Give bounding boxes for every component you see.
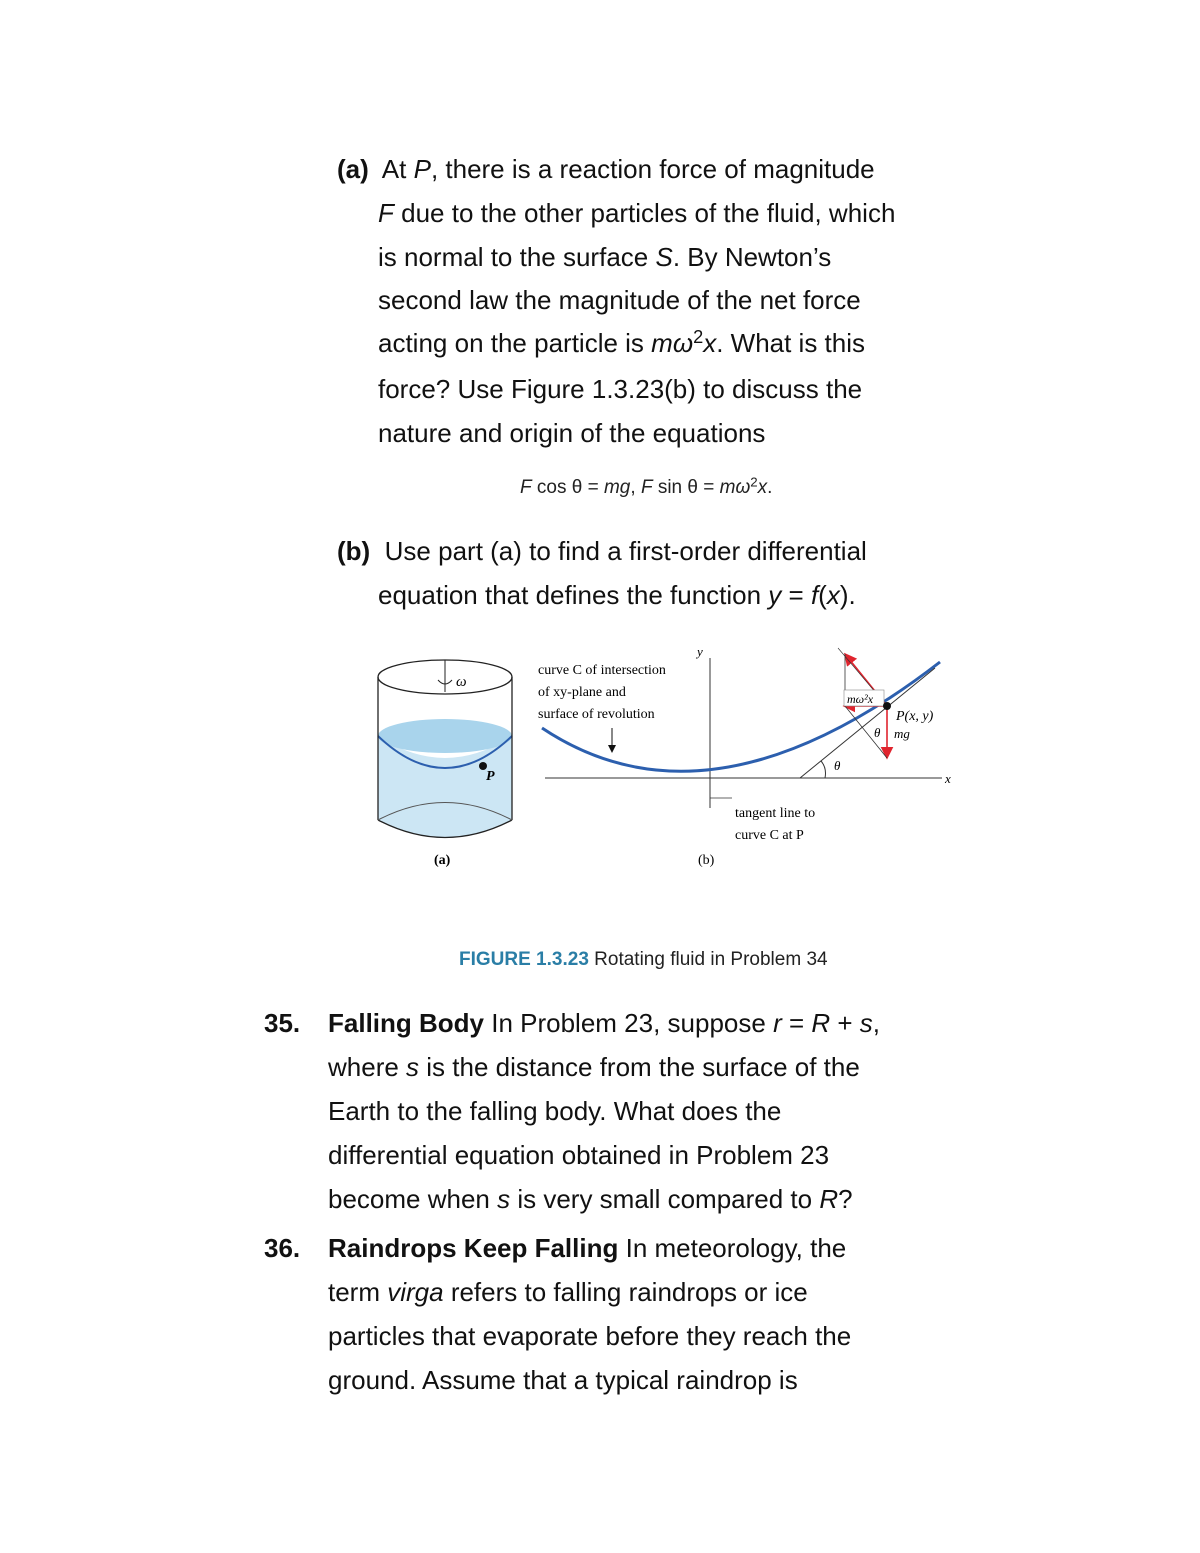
part-b-line-2: equation that defines the function y = f(x). — [378, 580, 856, 610]
point-Pxy-label: P(x, y) — [896, 709, 934, 724]
problem-35-line-1: 35. Falling Body In Problem 23, suppose r = R + s, — [264, 1008, 881, 1038]
problem-35-number: 35. — [264, 1008, 301, 1038]
problem-35-line-3: Earth to the falling body. What does the — [328, 1096, 782, 1126]
omega-label: ω — [456, 674, 467, 690]
cylinder-diagram — [378, 660, 512, 868]
figure-rotating-fluid — [360, 640, 970, 880]
figure-caption — [459, 948, 828, 972]
point-P-label-a: P — [486, 769, 495, 784]
problem-36-line-4: ground. Assume that a typical raindrop is — [328, 1365, 798, 1395]
problem-36-line-3: particles that evaporate before they reach the — [328, 1321, 852, 1351]
part-a-line-5: acting on the particle is $m\omega^2x$. What is this — [378, 326, 866, 358]
problem-36-line-1: 36. Raindrops Keep Falling In meteorology, the — [264, 1233, 847, 1263]
mw2x-label: mω²x — [847, 692, 874, 706]
theta-label-force: θ — [874, 725, 881, 740]
mg-label: mg — [894, 726, 910, 741]
curve-C-label-2: of xy-plane and — [538, 685, 626, 700]
tangent-label-1: tangent line to — [735, 806, 816, 821]
x-axis-label: x — [945, 771, 951, 786]
part-a-line-1: (a) At P, there is a reaction force of magnitude — [337, 154, 875, 184]
curve-C-label-3: surface of revolution — [538, 707, 655, 722]
part-a-line-4: second law the magnitude of the net force — [378, 285, 861, 315]
problem-35-line-4: differential equation obtained in Problem 23 — [328, 1140, 830, 1170]
part-a-line-3: is normal to the surface S. By Newton’s — [378, 242, 832, 272]
problem-36-number: 36. — [264, 1233, 301, 1263]
part-b-line-1: (b) Use part (a) to find a first-order differential — [337, 536, 867, 566]
subfigure-a-label: (a) — [434, 853, 451, 868]
problem-35-line-5: become when s is very small compared to R? — [328, 1184, 853, 1214]
curve-C-label-1: curve C of intersection — [538, 663, 666, 678]
problem-35-title: Falling Body — [328, 1008, 484, 1038]
tangent-label-2: curve C at P — [735, 828, 804, 843]
problem-36-line-2: term virga refers to falling raindrops or ice — [328, 1277, 808, 1307]
curve-diagram — [538, 644, 951, 868]
equation: F cos θ = mg, F $\sin \theta = m\omega^2x$. — [520, 474, 773, 498]
fluid-surface — [378, 719, 512, 753]
caption-label: FIGURE 1.3.23 — [459, 949, 589, 970]
theta-arc-axis — [821, 761, 826, 778]
theta-label-axis: θ — [834, 758, 841, 773]
problem-35-line-2: where s is the distance from the surface of the — [328, 1052, 860, 1082]
subfigure-b-label: (b) — [698, 853, 715, 868]
problem-36-title: Raindrops Keep Falling — [328, 1233, 619, 1263]
y-axis-label: y — [697, 644, 703, 659]
part-a-line-2: F due to the other particles of the fluid, which — [378, 198, 896, 228]
caption-text: Rotating fluid in Problem 34 — [588, 949, 828, 970]
part-a-line-7: nature and origin of the equations — [378, 418, 766, 448]
part-a-label: (a) — [337, 154, 369, 184]
part-a-line-6: force? Use Figure 1.3.23(b) to discuss the — [378, 374, 863, 404]
part-b-label: (b) — [337, 536, 371, 566]
point-P-marker-b — [883, 702, 891, 710]
